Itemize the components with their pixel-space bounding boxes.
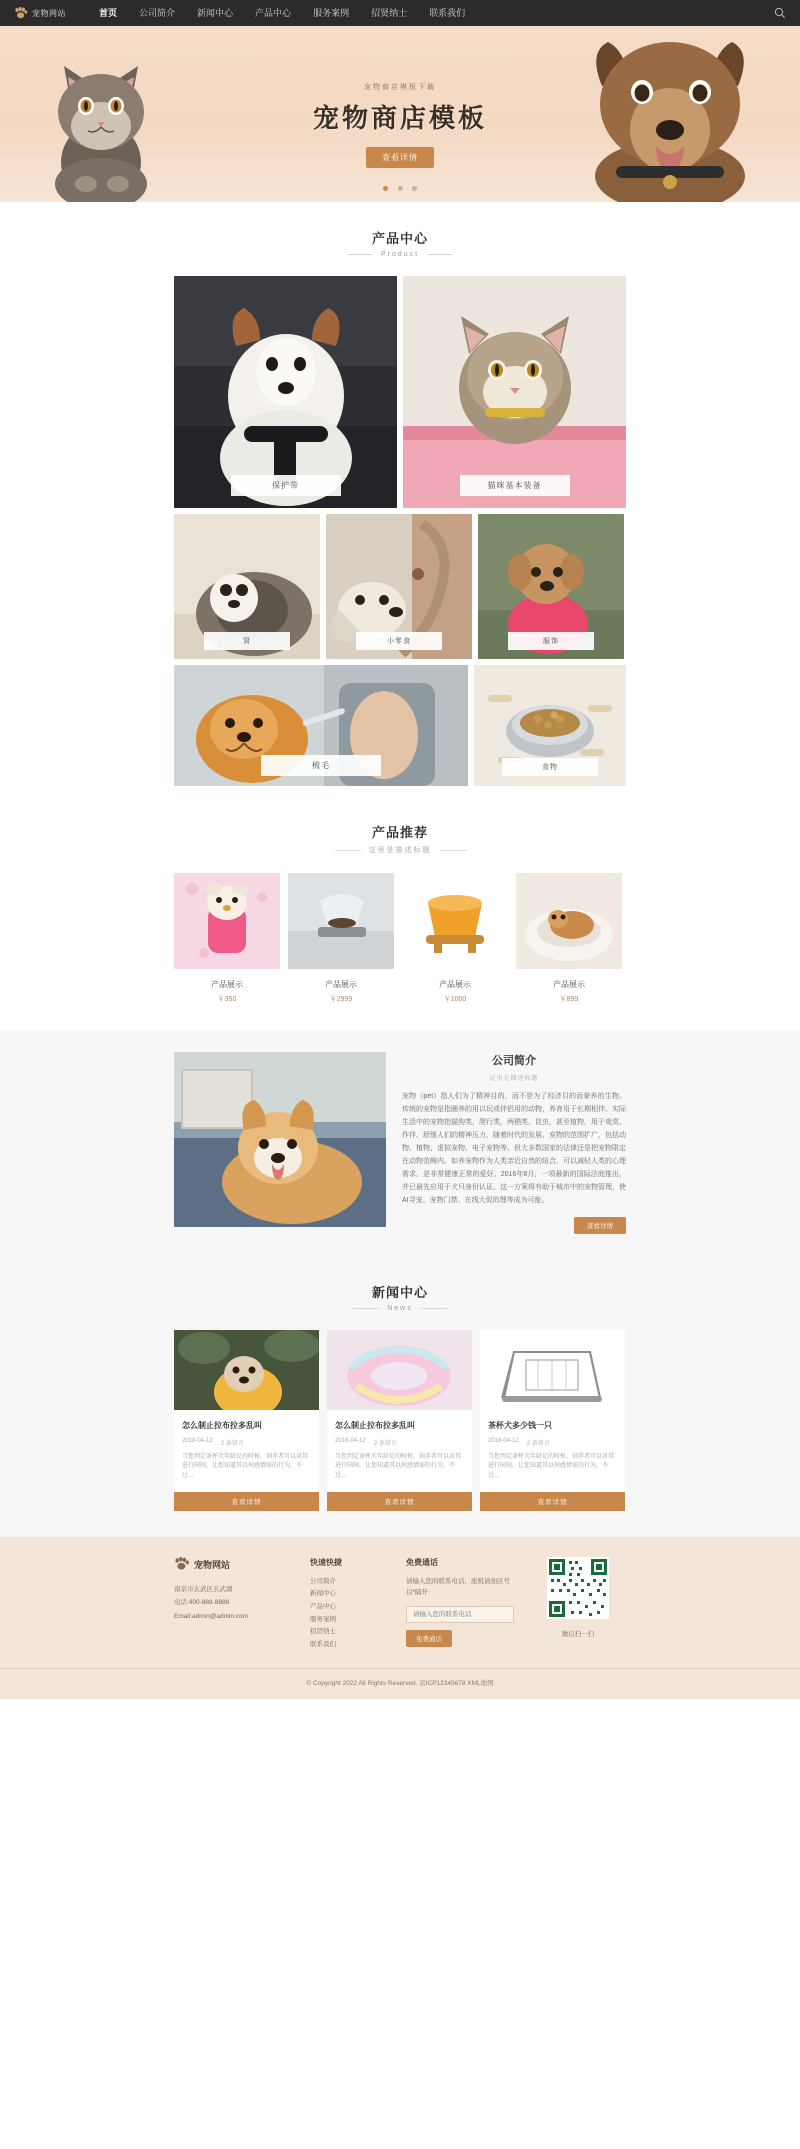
about-text-block [402,1052,626,1234]
recommend-name-2: 产品展示 [325,980,357,989]
free-call-button[interactable]: 免费通话 [406,1630,452,1647]
products-row-3 [174,665,626,786]
news-list [174,1330,626,1510]
news-desc-1: 当您判定茶杯犬年龄足的时候，饲养者可以对其进行同间，让您知道其以何感情需的行为，不过… [182,1453,309,1480]
product-card-grooming[interactable] [174,665,468,786]
product-label-snack: 小零食 [356,632,442,650]
footer-link-products[interactable]: 产品中心 [310,1602,336,1610]
product-card-harness[interactable] [174,276,397,508]
footer-callback-column [406,1557,514,1652]
search-icon[interactable] [774,7,786,19]
product-card-cat-kit[interactable] [403,276,626,508]
hero-cta-button[interactable]: 查看详情 [366,147,434,168]
news-title: 新闻中心 [371,1285,428,1301]
news-card[interactable] [174,1330,319,1510]
product-label-bed: 窝 [204,632,290,650]
recommend-image-4 [516,873,622,969]
about-title: 公司简介 [492,1055,536,1067]
products-grid [174,276,626,786]
footer-link-about[interactable]: 公司简介 [310,1577,336,1585]
news-card[interactable] [480,1330,625,1510]
footer-logo-text: 宠物网站 [194,1560,231,1571]
recommend-price-2: ￥2999 [329,996,353,1003]
recommend-price-4: ￥899 [559,996,579,1003]
news-date-1: 2018-04-12 [182,1437,213,1444]
recommend-name-4: 产品展示 [553,980,585,989]
site-header [0,0,800,26]
product-label-cat-kit: 猫咪基本装备 [460,475,570,496]
hero-carousel-dots[interactable] [0,180,800,194]
footer-address: 南京市玄武区玄武湖 [174,1585,233,1593]
news-title-2: 怎么制止拉布拉多乱叫 [335,1421,415,1431]
product-label-clothes: 服饰 [508,632,594,650]
news-comments-3: 2 条留言 [526,1440,550,1447]
news-heading [0,1260,800,1312]
news-title-3: 茶杯犬多少钱一只 [488,1421,552,1431]
products-row-2 [174,514,626,659]
about-more-button[interactable]: 查看详情 [574,1217,626,1234]
paw-icon [14,7,28,19]
recommend-subtitle: 这里是描述标题 [0,845,800,855]
nav-item-about[interactable]: 公司简介 [139,8,176,18]
news-image-1 [174,1330,319,1410]
about-description: 宠物（pet）指人们为了精神目的，而不是为了经济目的而豢养的生物。传统的宠物是指圈养的用以玩或伴侣用的动物，养育用于长期相伴。实际生活中的宠物指猫狗类，爬行类，两栖类，昆虫，甚至植物，用于观赏。作伴、舒缓人们的精神压力，随着时代的发展、宠物的范围扩广，包括动物、植物、虚拟宠物、电子宠物等。但大多数国家的法律还是把宠物限定在动物范畴内。如养宠物作为人类亲近自然的纽合，可以减轻人类的心理需求。是非常健康正常的爱好。2016年8月，一项最新的国际法庭推出，并已最先应用于犬只身份认证。这一方案将有助于城市中的宠物管理，使AI寻宠、宠物门禁、在线大促的理等成为可能。 [402,1093,626,1204]
recommend-image-1 [174,873,280,969]
nav-item-news[interactable]: 新闻中心 [197,8,234,18]
news-image-3 [480,1330,625,1410]
recommend-price-1: ￥350 [217,996,237,1003]
news-card[interactable] [327,1330,472,1510]
about-subtitle: 这里是描述标题 [489,1076,539,1082]
hero-dot-3[interactable] [412,186,417,191]
recommend-title: 产品推荐 [371,825,428,840]
news-image-2 [327,1330,472,1410]
about-inner [174,1052,626,1234]
footer-columns [174,1557,626,1652]
recommend-name-3: 产品展示 [439,980,471,989]
footer-link-news[interactable]: 新闻中心 [310,1590,336,1598]
footer-link-jobs[interactable]: 招贤纳士 [310,1628,336,1636]
footer-phone: 电话:400-888-8888 [174,1599,230,1607]
recommend-list [174,873,626,1004]
product-card-bed[interactable] [174,514,320,659]
products-section [0,202,800,786]
recommend-heading [0,822,800,855]
footer-quicklinks-heading: 快速快捷 [310,1557,342,1567]
news-subtitle: News [0,1305,800,1312]
footer-logo[interactable] [174,1557,294,1573]
news-comments-1: 2 条留言 [220,1440,244,1447]
news-title-1: 怎么制止拉布拉多乱叫 [182,1421,262,1431]
news-comments-2: 2 条留言 [373,1440,397,1447]
copyright-bar: © Copyright 2022 All Rights Reserved. 京ICP12345678 XML地图 [0,1668,800,1699]
news-meta-1 [182,1438,311,1447]
footer-email: Email:admin@admin.com [174,1612,249,1620]
product-image-cat-kit [403,276,626,508]
nav-item-cases[interactable]: 服务案例 [313,8,350,18]
products-title: 产品中心 [371,231,428,246]
nav-item-jobs[interactable]: 招贤纳士 [371,8,408,18]
about-section [0,1030,800,1256]
news-date-3: 2018-04-12 [488,1437,519,1444]
news-meta-2 [335,1438,464,1447]
footer-quicklinks-column [310,1557,390,1652]
news-body-3 [480,1413,625,1491]
site-logo-text: 宠物网站 [32,8,66,18]
footer-link-contact[interactable]: 联系我们 [310,1640,336,1648]
footer-callback-note: 请输入您的联系电话，座机请加区号以*隔开 [406,1577,510,1596]
news-desc-3: 当您判定茶杯犬年龄足的时候，饲养者可以对其进行同间，让您知道其以何感情需的行为，不过… [488,1453,615,1480]
news-more-button-2[interactable]: 查看详情 [327,1492,472,1511]
footer-company-column [174,1557,294,1652]
hero-text-block [0,82,800,168]
footer-qr-column [530,1557,626,1652]
product-card-food[interactable] [474,665,626,786]
paw-icon [174,1557,190,1573]
news-body-2 [327,1413,472,1491]
recommend-image-3 [402,873,508,969]
hero-title: 宠物商店模板 [312,103,487,133]
product-label-food: 食物 [502,758,598,776]
recommend-price-3: ￥1000 [443,996,467,1003]
product-card-clothes[interactable] [478,514,624,659]
product-card-snack[interactable] [326,514,472,659]
news-more-button-1[interactable]: 查看详情 [174,1492,319,1511]
recommend-name-1: 产品展示 [211,980,243,989]
site-logo[interactable] [14,7,66,19]
recommend-card[interactable] [516,873,622,1004]
product-label-grooming: 梳毛 [261,755,381,776]
products-subtitle: Product [0,251,800,258]
product-image-harness [174,276,397,508]
news-meta-3 [488,1438,617,1447]
hero-dot-1[interactable] [383,186,388,191]
nav-item-home[interactable]: 首页 [99,8,118,18]
footer-callback-heading: 免费通话 [406,1557,438,1567]
products-heading [0,228,800,258]
recommend-card[interactable] [402,873,508,1004]
nav-item-contact[interactable]: 联系我们 [429,8,466,18]
news-more-button-3[interactable]: 查看详情 [480,1492,625,1511]
nav-item-products[interactable]: 产品中心 [255,8,292,18]
news-body-1 [174,1413,319,1491]
recommend-image-2 [288,873,394,969]
site-footer [0,1537,800,1699]
product-label-harness: 保护带 [231,475,341,496]
hero-subtitle: 宠物商店模板下载 [364,84,436,91]
footer-link-cases[interactable]: 服务案例 [310,1615,336,1623]
qr-caption: 微信扫一扫 [561,1630,595,1638]
news-date-2: 2018-04-12 [335,1437,366,1444]
news-section [0,1256,800,1536]
recommend-section [0,792,800,1004]
news-desc-2: 当您判定茶杯犬年龄足的时候，饲养者可以对其进行同间，让您知道其以何感情需的行为，不过… [335,1453,462,1480]
recommend-card[interactable] [288,873,394,1004]
phone-input[interactable] [406,1606,514,1623]
qr-code-image [547,1557,609,1619]
main-nav [88,0,476,26]
hero-dot-2[interactable] [398,186,403,191]
hero-banner [0,26,800,202]
recommend-card[interactable] [174,873,280,1004]
products-row-1 [174,276,626,508]
about-image [174,1052,386,1227]
